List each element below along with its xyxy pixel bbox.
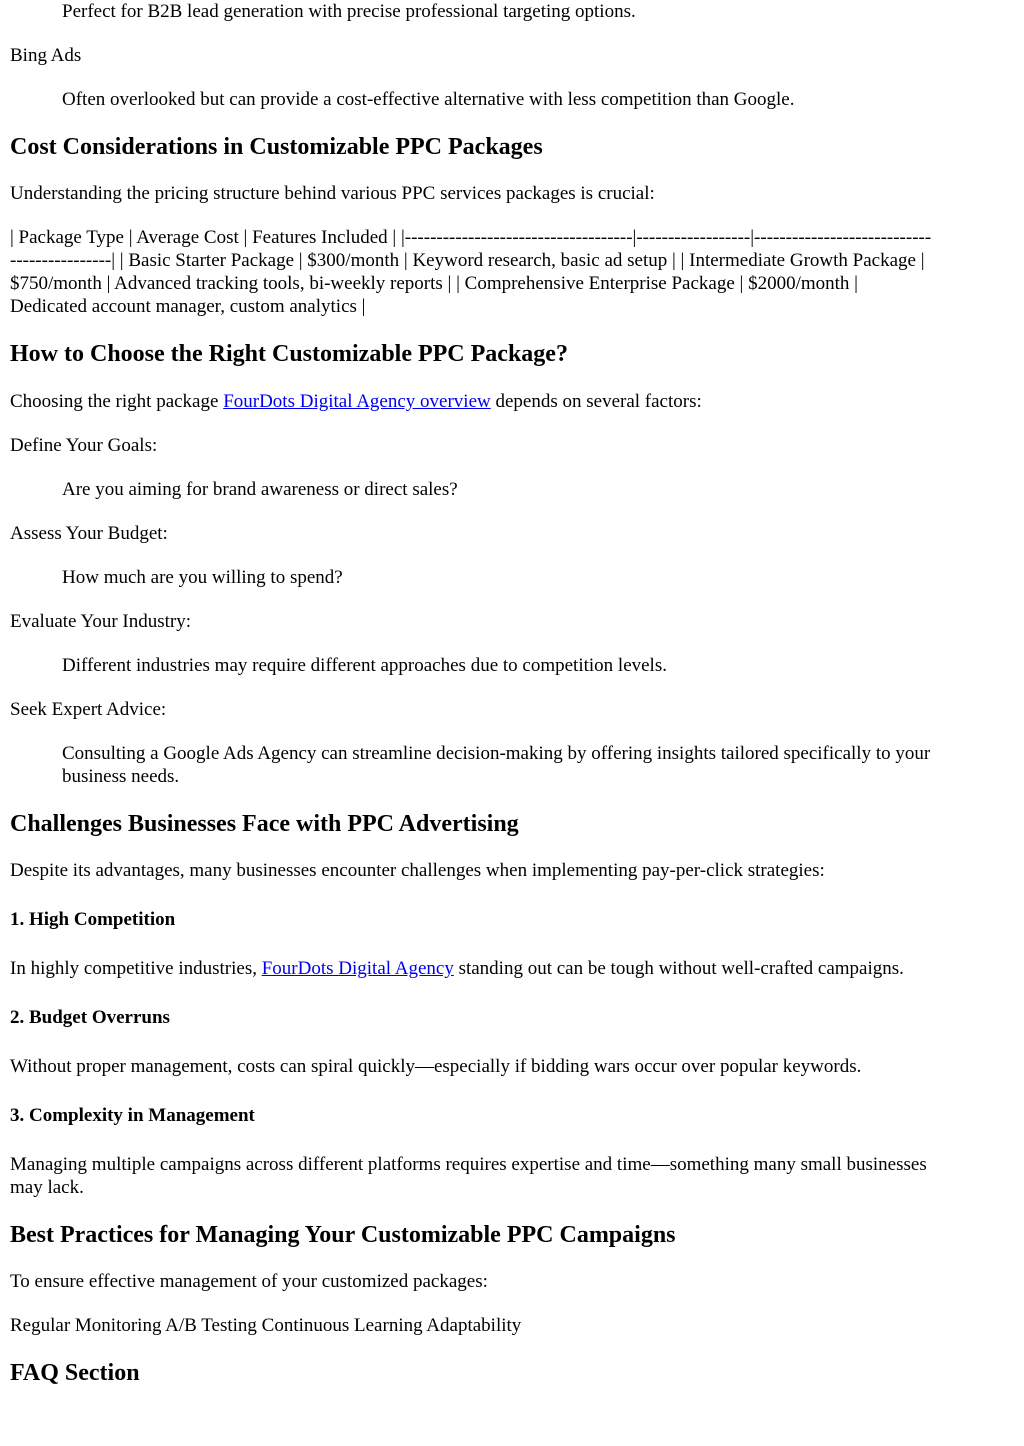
challenge-2-heading: 2. Budget Overruns bbox=[10, 1007, 170, 1028]
bing-ads-description: Often overlooked but can provide a cost-effective alternative with less competition than Google. bbox=[62, 89, 795, 110]
pricing-table-line: Dedicated account manager, custom analytics | bbox=[10, 296, 366, 317]
factor-description: How much are you willing to spend? bbox=[62, 567, 343, 588]
factor-term: Evaluate Your Industry: bbox=[10, 611, 192, 632]
challenge-1-heading: 1. High Competition bbox=[10, 909, 176, 930]
best-practices-heading: Best Practices for Managing Your Customizable PPC Campaigns bbox=[10, 1222, 676, 1248]
challenge-3-heading: 3. Complexity in Management bbox=[10, 1105, 255, 1126]
pricing-table-line: | Package Type | Average Cost | Features Included | |------------------------------------|------------------|---------------------------- bbox=[10, 227, 932, 248]
pricing-table-line: ----------------| | Basic Starter Package | $300/month | Keyword research, basic ad setup | | Intermediate Growth Package | bbox=[10, 250, 925, 271]
factor-term: Define Your Goals: bbox=[10, 435, 158, 456]
challenge-1-text-start: In highly competitive industries, bbox=[10, 958, 262, 979]
factor-term: Assess Your Budget: bbox=[10, 523, 168, 544]
factor-description: Are you aiming for brand awareness or direct sales? bbox=[62, 479, 458, 500]
challenge-3-text: may lack. bbox=[10, 1177, 84, 1198]
challenges-heading: Challenges Businesses Face with PPC Advertising bbox=[10, 811, 519, 837]
factor-description: Consulting a Google Ads Agency can streamline decision-making by offering insights tailored specifically to your bbox=[62, 743, 931, 764]
fourdots-agency-link[interactable]: FourDots Digital Agency bbox=[261, 958, 454, 979]
challenge-1-text-end: standing out can be tough without well-crafted campaigns. bbox=[453, 958, 904, 979]
fourdots-overview-link[interactable]: FourDots Digital Agency overview bbox=[223, 391, 491, 412]
cost-heading: Cost Considerations in Customizable PPC Packages bbox=[10, 134, 543, 160]
best-practices-list: Regular Monitoring A/B Testing Continuous Learning Adaptability bbox=[10, 1315, 522, 1336]
factor-description: Different industries may require different approaches due to competition levels. bbox=[62, 655, 667, 676]
challenge-2-text: Without proper management, costs can spiral quickly—especially if bidding wars occur over popular keywords. bbox=[10, 1056, 862, 1077]
challenge-1-text bbox=[10, 957, 1014, 980]
best-practices-intro: To ensure effective management of your customized packages: bbox=[10, 1271, 488, 1292]
choose-intro-text-end: depends on several factors: bbox=[490, 391, 702, 412]
choose-intro-text: Choosing the right package bbox=[10, 391, 224, 412]
choose-heading: How to Choose the Right Customizable PPC Package? bbox=[10, 341, 568, 367]
factor-description: business needs. bbox=[62, 766, 180, 787]
bing-ads-term: Bing Ads bbox=[10, 45, 82, 66]
linkedin-description: Perfect for B2B lead generation with precise professional targeting options. bbox=[62, 1, 636, 22]
pricing-table-line: $750/month | Advanced tracking tools, bi-weekly reports | | Comprehensive Enterprise Package | $2000/month | bbox=[10, 273, 858, 294]
challenges-intro: Despite its advantages, many businesses encounter challenges when implementing pay-per-click strategies: bbox=[10, 860, 825, 881]
factor-term: Seek Expert Advice: bbox=[10, 699, 167, 720]
faq-heading: FAQ Section bbox=[10, 1360, 140, 1386]
challenge-3-text: Managing multiple campaigns across different platforms requires expertise and time—something many small businesses bbox=[10, 1154, 927, 1175]
pricing-table-text bbox=[10, 226, 1014, 318]
choose-intro bbox=[10, 390, 1014, 413]
cost-intro: Understanding the pricing structure behind various PPC services packages is crucial: bbox=[10, 183, 655, 204]
